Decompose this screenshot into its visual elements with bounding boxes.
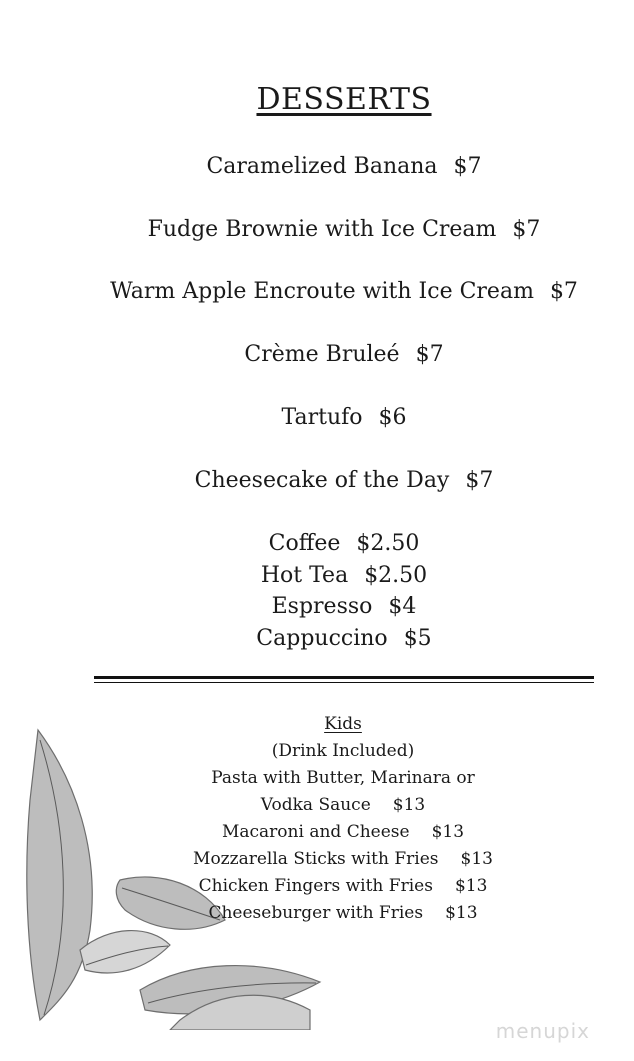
menu-item [0,279,634,304]
drink-item [0,594,634,619]
kids-item [0,822,634,842]
leaf-decoration-icon [20,720,340,1030]
item-name: Cheesecake of the Day [194,468,450,493]
menu-item [0,405,634,430]
item-name: Tartufo [281,405,363,430]
item-name: Fudge Brownie with Ice Cream [147,217,497,242]
section-divider [94,676,594,679]
item-name: Cappuccino [256,626,388,651]
item-price: $6 [378,405,407,430]
item-name: Chicken Fingers with Fries [198,876,433,896]
item-price: $7 [512,217,541,242]
item-price: $13 [431,822,465,842]
item-price: $7 [415,342,444,367]
item-price: $4 [388,594,417,619]
item-name: Coffee [268,531,341,556]
section-divider-thin [94,682,594,683]
item-name: Cheeseburger with Fries [208,903,424,923]
item-price: $7 [453,154,482,179]
item-price: $7 [465,468,494,493]
drink-item [0,626,634,651]
drink-item [0,563,634,588]
item-name: Pasta with Butter, Marinara or [211,768,475,788]
item-name: Crème Bruleé [244,342,400,367]
item-name: Vodka Sauce [260,795,371,815]
watermark: menupix [495,1019,590,1043]
item-name: Espresso [271,594,373,619]
item-name: Macaroni and Cheese [221,822,410,842]
item-name: Warm Apple Encroute with Ice Cream [110,279,534,304]
kids-section-title: Kids [324,714,362,734]
item-price: $7 [549,279,578,304]
item-name: Mozzarella Sticks with Fries [193,849,439,869]
kids-item [0,768,634,788]
item-price: $13 [460,849,493,869]
item-price: $5 [403,626,432,651]
kids-subtitle: (Drink Included) [271,741,415,761]
item-price: $13 [392,795,426,815]
menu-item [0,342,634,367]
menu-item [0,154,634,179]
page-title: DESSERTS [256,82,432,117]
item-price: $2.50 [356,531,420,556]
menu-item [0,217,634,242]
item-price: $13 [445,903,478,923]
item-price: $13 [454,876,488,896]
item-name: Caramelized Banana [206,154,438,179]
kids-item [0,876,634,896]
menu-item [0,468,634,493]
drink-item [0,531,634,556]
kids-item [0,795,634,815]
item-price: $2.50 [364,563,428,588]
kids-item [0,903,634,923]
kids-item [0,849,634,869]
item-name: Hot Tea [260,563,349,588]
